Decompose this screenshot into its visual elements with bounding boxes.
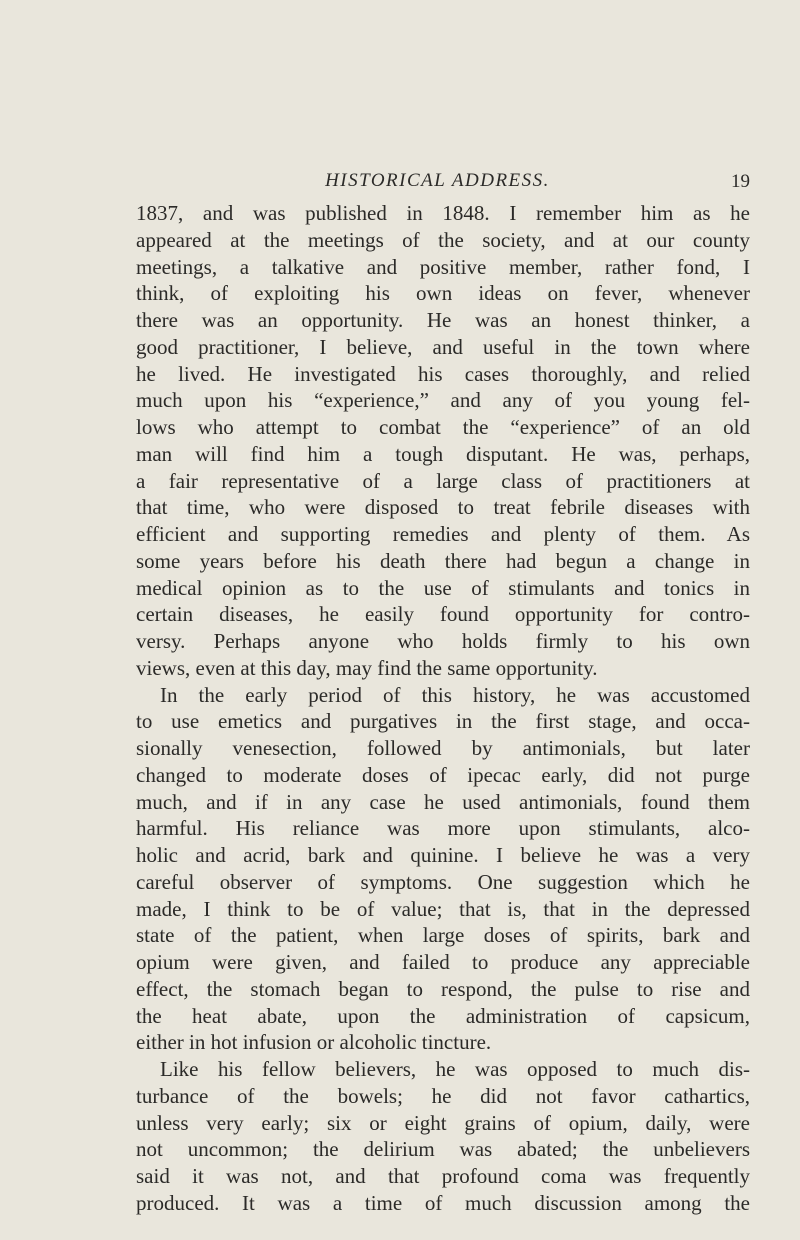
page-number: 19	[731, 171, 750, 192]
text-line: certain diseases, he easily found opportunity for contro-	[136, 602, 750, 627]
text-line: harmful. His reliance was more upon stimulants, alco-	[136, 816, 750, 841]
text-line: much, and if in any case he used antimonials, found them	[136, 789, 750, 814]
text-line: the heat abate, upon the administration of capsicum,	[136, 1003, 750, 1028]
text-line: turbance of the bowels; he did not favor cathartics,	[136, 1083, 750, 1108]
text-line: said it was not, and that profound coma was frequently	[136, 1164, 750, 1188]
running-head	[125, 170, 750, 194]
text-line: medical opinion as to the use of stimulants and tonics in	[136, 575, 750, 600]
text-line: effect, the stomach began to respond, the pulse to rise and	[136, 976, 750, 1001]
text-line: to use emetics and purgatives in the first stage, and occa-	[136, 709, 750, 734]
text-line: there was an opportunity. He was an honest thinker, a	[136, 308, 750, 332]
text-line: made, I think to be of value; that is, that in the depressed	[136, 896, 750, 921]
text-line: appeared at the meetings of the society, and at our county	[136, 227, 750, 252]
text-line: much upon his “experience,” and any of you young fel-	[136, 388, 750, 413]
running-title: HISTORICAL ADDRESS.	[325, 170, 550, 191]
text-line: Like his fellow believers, he was opposed to much dis-	[160, 1057, 750, 1081]
text-line: either in hot infusion or alcoholic tincture.	[136, 1030, 492, 1055]
text-line: holic and acrid, bark and quinine. I believe he was a very	[136, 843, 750, 867]
text-line: meetings, a talkative and positive member, rather fond, I	[136, 254, 750, 279]
text-line: he lived. He investigated his cases thoroughly, and relied	[136, 361, 750, 386]
text-line: that time, who were disposed to treat febrile diseases with	[136, 495, 750, 520]
text-line: man will find him a tough disputant. He was, perhaps,	[136, 441, 750, 466]
text-line: sionally venesection, followed by antimonials, but later	[136, 736, 750, 760]
text-line: state of the patient, when large doses of spirits, bark and	[136, 923, 750, 948]
text-line: changed to moderate doses of ipecac early, did not purge	[136, 762, 750, 787]
text-line: views, even at this day, may find the same opportunity.	[136, 655, 598, 680]
body-text	[136, 200, 750, 1217]
text-line: think, of exploiting his own ideas on fever, whenever	[136, 281, 750, 306]
text-line: versy. Perhaps anyone who holds firmly to his own	[136, 629, 750, 653]
text-line: efficient and supporting remedies and plenty of them. As	[136, 522, 750, 546]
text-line: a fair representative of a large class of practitioners at	[136, 468, 750, 493]
text-line: lows who attempt to combat the “experience” of an old	[136, 415, 750, 439]
text-line: opium were given, and failed to produce any appreciable	[136, 950, 750, 974]
text-line: good practitioner, I believe, and useful in the town where	[136, 334, 750, 359]
text-line: produced. It was a time of much discussion among the	[136, 1190, 750, 1215]
text-line: not uncommon; the delirium was abated; the unbelievers	[136, 1137, 750, 1162]
text-line: unless very early; six or eight grains of opium, daily, were	[136, 1110, 750, 1135]
text-line: careful observer of symptoms. One suggestion which he	[136, 869, 750, 894]
text-line: 1837, and was published in 1848. I remember him as he	[136, 201, 750, 225]
text-line: some years before his death there had begun a change in	[136, 548, 750, 573]
text-line: In the early period of this history, he was accustomed	[160, 682, 750, 707]
